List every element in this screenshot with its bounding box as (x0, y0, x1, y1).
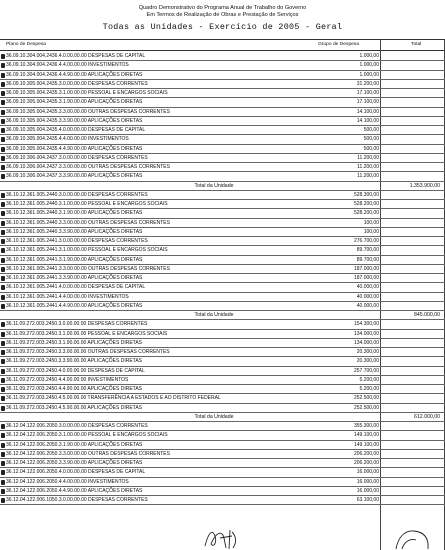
plano-despesa-cell: 36.09.10.305.004.2435.3.3.90.00.00 APLICAÇÕES DIRETAS (6, 117, 143, 124)
scan-mark (1, 202, 5, 207)
scan-mark (1, 267, 5, 272)
table-row (0, 246, 445, 255)
scan-mark (1, 443, 5, 448)
scan-mark (1, 341, 5, 346)
grupo-despesa-cell: 31.200,00 (356, 80, 379, 87)
table-row (0, 274, 445, 283)
scan-mark (1, 322, 5, 327)
plano-despesa-cell: 36.12.04.122.006.2050.4.4.00.00.00 INVESTIMENTOS (6, 478, 129, 485)
table-row (0, 52, 445, 61)
plano-despesa-cell: 36.09.10.305.004.2435.3.1.90.00.00 APLICAÇÕES DIRETAS (6, 99, 143, 106)
plano-despesa-cell: 36.10.12.361.005.2441.4.4.00.00.00 INVESTIMENTOS (6, 293, 129, 300)
plano-despesa-cell: 36.09.10.306.004.2437.3.3.90.00.00 APLICAÇÕES DIRETAS (6, 173, 143, 180)
scan-mark (1, 54, 5, 59)
plano-despesa-cell: 36.09.10.304.004.2436.4.4.90.00.00 APLICAÇÕES DIRETAS (6, 71, 143, 78)
scan-mark (1, 193, 5, 198)
plano-despesa-cell: 36.11.09.272.003.2450.4.5.90.00.00 APLICAÇÕES DIRETAS (6, 404, 143, 411)
plano-despesa-cell: 36.10.12.361.005.2441.3.1.90.00.00 APLICAÇÕES DIRETAS (6, 256, 143, 263)
grupo-despesa-cell: 528.200,00 (353, 210, 379, 217)
table-row (0, 422, 445, 431)
table-row (0, 228, 445, 237)
grupo-despesa-cell: 5.200,00 (359, 376, 379, 383)
plano-despesa-cell: 36.10.12.361.005.2441.3.1.00.00.00 PESSOAL E ENCARGOS SOCIAIS (6, 247, 168, 254)
plano-despesa-cell: 36.10.12.361.005.2441.3.0.00.00.00 DESPESAS CORRENTES (6, 238, 148, 244)
grupo-despesa-cell: 16.000,00 (356, 478, 379, 485)
grupo-despesa-cell: 528.300,00 (353, 191, 379, 198)
table-row (0, 348, 445, 357)
plano-despesa-cell: 36.10.12.361.005.2441.4.4.90.00.00 APLICAÇÕES DIRETAS (6, 302, 143, 309)
table-row (0, 89, 445, 98)
scan-mark (1, 156, 5, 161)
scan-mark (1, 359, 5, 364)
scan-mark (1, 387, 5, 392)
plano-despesa-cell: 36.10.12.361.005.2441.3.3.90.00.00 APLICAÇÕES DIRETAS (6, 275, 143, 281)
plano-despesa-cell: 36.09.10.305.004.2435.3.1.00.00.00 PESSOAL E ENCARGOS SOCIAIS (6, 90, 168, 96)
plano-despesa-cell: 36.11.09.272.003.2450.4.4.90.00.00 APLICAÇÕES DIRETAS (6, 386, 143, 392)
grupo-despesa-cell: 5.200,00 (359, 386, 379, 392)
table-row (0, 71, 445, 80)
handwritten-signature (392, 528, 432, 550)
grupo-despesa-cell: 11.200,00 (357, 173, 379, 180)
scan-mark (1, 304, 5, 309)
plano-despesa-cell: 36.10.12.361.005.2440.3.3.90.00.00 APLICAÇÕES DIRETAS (6, 228, 143, 235)
budget-table (0, 52, 445, 505)
plano-despesa-cell: 36.10.12.361.005.2440.3.3.00.00.00 OUTRAS DESPESAS CORRENTES (6, 219, 170, 226)
table-row (0, 468, 445, 477)
grupo-despesa-cell: 20.300,00 (356, 349, 379, 355)
grupo-despesa-cell: 252.500,00 (353, 395, 379, 402)
scan-mark (1, 350, 5, 355)
grupo-despesa-cell: 134.000,00 (353, 330, 379, 337)
unit-total-value: 845.000,00 (414, 312, 440, 318)
grupo-despesa-cell: 14.100,00 (356, 108, 379, 115)
plano-despesa-cell: 36.11.09.272.003.2450.3.1.00.00.00 PESSOAL E ENCARGOS SOCIAIS (6, 330, 168, 337)
scan-mark (1, 147, 5, 152)
scan-mark (1, 211, 5, 216)
plano-despesa-cell: 36.09.10.304.004.2436.4.4.00.00.00 INVESTIMENTOS (6, 62, 129, 69)
scan-mark (1, 406, 5, 411)
plano-despesa-cell: 36.12.04.122.006.1050.3.0.00.00.00 DESPESAS CORRENTES (6, 497, 148, 503)
plano-despesa-cell: 36.12.04.122.006.2050.3.1.90.00.00 APLICAÇÕES DIRETAS (6, 441, 143, 448)
scan-mark (1, 332, 5, 337)
table-row (0, 441, 445, 450)
plano-despesa-cell: 36.11.09.272.003.2450.3.3.00.00.00 OUTRAS DESPESAS CORRENTES (6, 349, 170, 355)
plano-despesa-cell: 36.11.09.272.003.2450.4.4.00.00.00 INVESTIMENTOS (6, 376, 129, 383)
grupo-despesa-cell: 1.000,00 (359, 62, 379, 69)
scan-mark (1, 452, 5, 457)
grupo-despesa-cell: 40.000,00 (356, 293, 379, 300)
plano-despesa-cell: 36.09.10.305.004.2435.4.0.00.00.00 DESPESAS DE CAPITAL (6, 127, 146, 133)
plano-despesa-cell: 36.12.04.122.006.2050.3.3.90.00.00 APLICAÇÕES DIRETAS (6, 460, 143, 466)
scan-mark (1, 295, 5, 300)
scan-mark (1, 128, 5, 133)
col-plano-despesa: Plano de Despesa (6, 42, 46, 47)
table-row (0, 154, 445, 163)
plano-despesa-cell: 36.09.10.305.004.2435.3.0.00.00.00 DESPESAS CORRENTES (6, 80, 148, 87)
plano-despesa-cell: 36.09.10.306.004.2437.3.3.00.00.00 OUTRAS DESPESAS CORRENTES (6, 164, 170, 170)
table-row (0, 302, 445, 311)
scan-mark (1, 489, 5, 494)
grupo-despesa-cell: 149.100,00 (353, 441, 379, 448)
grupo-despesa-cell: 16.000,00 (356, 487, 379, 494)
table-row (0, 237, 445, 246)
unit-total-label: Total da Unidade (194, 182, 234, 189)
scan-mark (1, 378, 5, 383)
scan-mark (1, 110, 5, 115)
plano-despesa-cell: 36.09.10.305.004.2435.4.4.00.00.00 INVESTIMENTOS (6, 136, 129, 143)
scan-mark (1, 396, 5, 401)
table-row (0, 135, 445, 144)
grupo-despesa-cell: 206.200,00 (353, 450, 379, 457)
grupo-despesa-cell: 252.500,00 (353, 404, 379, 411)
unit-total-value: 1.353.900,00 (409, 182, 440, 189)
plano-despesa-cell: 36.11.09.272.003.2450.3.3.90.00.00 APLICAÇÕES DIRETAS (6, 358, 143, 365)
column-header (0, 40, 445, 50)
scan-mark (1, 165, 5, 170)
table-row (0, 145, 445, 154)
scan-mark (1, 433, 5, 438)
grupo-despesa-cell: 187.000,00 (353, 275, 379, 281)
scan-mark (1, 119, 5, 124)
plano-despesa-cell: 36.10.12.361.005.2441.3.3.00.00.00 OUTRAS DESPESAS CORRENTES (6, 265, 170, 272)
plano-despesa-cell: 36.12.04.122.006.2050.4.4.90.00.00 APLICAÇÕES DIRETAS (6, 487, 143, 494)
grupo-despesa-cell: 14.100,00 (356, 117, 379, 124)
grupo-despesa-cell: 40.000,00 (356, 284, 379, 291)
grupo-despesa-cell: 89.700,00 (356, 247, 379, 254)
scan-mark (1, 498, 5, 503)
grupo-despesa-cell: 1.000,00 (359, 71, 379, 78)
table-row (0, 108, 445, 117)
grupo-despesa-cell: 206.200,00 (353, 460, 379, 466)
plano-despesa-cell: 36.12.04.122.006.2050.3.0.00.00.00 DESPESAS CORRENTES (6, 423, 148, 429)
plano-despesa-cell: 36.12.04.122.006.2050.3.3.00.00.00 OUTRAS DESPESAS CORRENTES (6, 450, 170, 457)
unit-total-row (0, 182, 445, 191)
table-row (0, 431, 445, 440)
table-row (0, 496, 445, 505)
grupo-despesa-cell: 500,00 (363, 136, 379, 143)
handwritten-initials (202, 526, 242, 550)
grupo-despesa-cell: 500,00 (363, 127, 379, 133)
table-row (0, 330, 445, 339)
grupo-despesa-cell: 500,00 (363, 145, 379, 152)
grupo-despesa-cell: 149.100,00 (353, 432, 379, 439)
plano-despesa-cell: 36.11.09.272.003.2450.4.0.00.00.00 DESPESAS DE CAPITAL (6, 367, 145, 374)
grupo-despesa-cell: 257.700,00 (353, 367, 379, 374)
grupo-despesa-cell: 40.000,00 (356, 302, 379, 309)
grupo-despesa-cell: 134.000,00 (353, 339, 379, 346)
plano-despesa-cell: 36.09.10.305.004.2435.3.3.00.00.00 OUTRAS DESPESAS CORRENTES (6, 108, 170, 115)
table-row (0, 385, 445, 394)
scan-mark (1, 63, 5, 68)
unit-total-value: 612.000,00 (414, 413, 440, 420)
table-row (0, 283, 445, 292)
scan-mark (1, 230, 5, 235)
scan-mark (1, 424, 5, 429)
grupo-despesa-cell: 100,00 (363, 219, 379, 226)
plano-despesa-cell: 36.09.10.306.004.2437.3.0.00.00.00 DESPESAS CORRENTES (6, 154, 148, 161)
plano-despesa-cell: 36.11.09.272.003.2450.3.0.00.00.00 DESPESAS CORRENTES (6, 321, 148, 328)
grupo-despesa-cell: 187.000,00 (353, 265, 379, 272)
plano-despesa-cell: 36.12.04.122.006.2050.4.0.00.00.00 DESPESAS DE CAPITAL (6, 469, 146, 476)
scan-mark (1, 137, 5, 142)
table-row (0, 172, 445, 181)
table-row (0, 478, 445, 487)
grupo-despesa-cell: 276.700,00 (353, 238, 379, 244)
table-row (0, 61, 445, 70)
scan-mark (1, 285, 5, 290)
table-row (0, 339, 445, 348)
grupo-despesa-cell: 89.700,00 (356, 256, 379, 263)
table-row (0, 126, 445, 135)
table-row (0, 163, 445, 172)
grupo-despesa-cell: 100,00 (363, 228, 379, 235)
scan-mark (1, 221, 5, 226)
table-row (0, 209, 445, 218)
table-row (0, 219, 445, 228)
table-row (0, 117, 445, 126)
grupo-despesa-cell: 528.200,00 (353, 201, 379, 207)
report-subtitle: Em Termos de Realização de Obras e Prestação de Serviços (146, 12, 299, 18)
unit-total-row (0, 413, 445, 422)
plano-despesa-cell: 36.10.12.361.005.2440.3.0.00.00.00 DESPESAS CORRENTES (6, 191, 148, 198)
table-row (0, 367, 445, 376)
col-total: Total (411, 42, 422, 47)
report-title: Quadro Demonstrativo do Programa Anual de Trabalho do Governo (138, 5, 307, 11)
scan-mark (1, 276, 5, 281)
table-row (0, 265, 445, 274)
plano-despesa-cell: 36.11.09.272.003.2450.4.5.00.00.00 TRANSFERÊNCIA A ESTADOS E AO DISTRITO FEDERAL (6, 395, 221, 402)
table-row (0, 404, 445, 413)
scan-mark (1, 369, 5, 374)
grupo-despesa-cell: 20.300,00 (356, 358, 379, 365)
scan-mark (1, 480, 5, 485)
table-row (0, 256, 445, 265)
grupo-despesa-cell: 11.200,00 (357, 164, 379, 170)
plano-despesa-cell: 36.10.12.361.005.2440.3.1.00.00.00 PESSOAL E ENCARGOS SOCIAIS (6, 201, 168, 207)
table-row (0, 320, 445, 329)
scan-mark (1, 100, 5, 105)
scan-mark (1, 248, 5, 253)
report-scope: Todas as Unidades - Exercício de 2005 - Geral (102, 22, 343, 32)
table-row (0, 459, 445, 468)
grupo-despesa-cell: 17.100,00 (356, 90, 379, 96)
grupo-despesa-cell: 17.100,00 (356, 99, 379, 106)
plano-despesa-cell: 36.12.04.122.006.2050.3.1.00.00.00 PESSOAL E ENCARGOS SOCIAIS (6, 432, 168, 439)
scan-mark (1, 470, 5, 475)
table-row (0, 98, 445, 107)
table-row (0, 357, 445, 366)
header-bottom-rule (0, 50, 445, 51)
grupo-despesa-cell: 1.000,00 (359, 53, 379, 59)
grupo-despesa-cell: 16.000,00 (356, 469, 379, 476)
scan-mark (1, 73, 5, 78)
table-row (0, 450, 445, 459)
plano-despesa-cell: 36.09.10.304.004.2436.4.0.00.00.00 DESPESAS DE CAPITAL (6, 53, 146, 59)
scan-mark (1, 91, 5, 96)
plano-despesa-cell: 36.11.09.272.003.2450.3.1.90.00.00 APLICAÇÕES DIRETAS (6, 339, 143, 346)
plano-despesa-cell: 36.10.12.361.005.2440.3.1.90.00.00 APLICAÇÕES DIRETAS (6, 210, 143, 217)
unit-total-label: Total da Unidade (194, 413, 234, 420)
plano-despesa-cell: 36.10.12.361.005.2441.4.0.00.00.00 DESPESAS DE CAPITAL (6, 284, 146, 291)
table-row (0, 487, 445, 496)
scan-mark (1, 461, 5, 466)
col-grupo-despesa: Grupo de Despesa (318, 42, 360, 47)
scan-mark (1, 174, 5, 179)
grupo-despesa-cell: 63.100,00 (356, 497, 379, 503)
scan-mark (1, 258, 5, 263)
scan-mark (1, 82, 5, 87)
grupo-despesa-cell: 154.300,00 (353, 321, 379, 328)
scan-mark (1, 239, 5, 244)
grupo-despesa-cell: 11.200,00 (357, 154, 379, 161)
plano-despesa-cell: 36.09.10.305.004.2435.4.4.90.00.00 APLICAÇÕES DIRETAS (6, 145, 143, 152)
table-row (0, 376, 445, 385)
table-row (0, 293, 445, 302)
table-row (0, 200, 445, 209)
table-row (0, 191, 445, 200)
unit-total-row (0, 311, 445, 320)
unit-total-label: Total da Unidade (194, 312, 234, 318)
grupo-despesa-cell: 355.300,00 (353, 423, 379, 429)
table-row (0, 80, 445, 89)
table-row (0, 394, 445, 403)
